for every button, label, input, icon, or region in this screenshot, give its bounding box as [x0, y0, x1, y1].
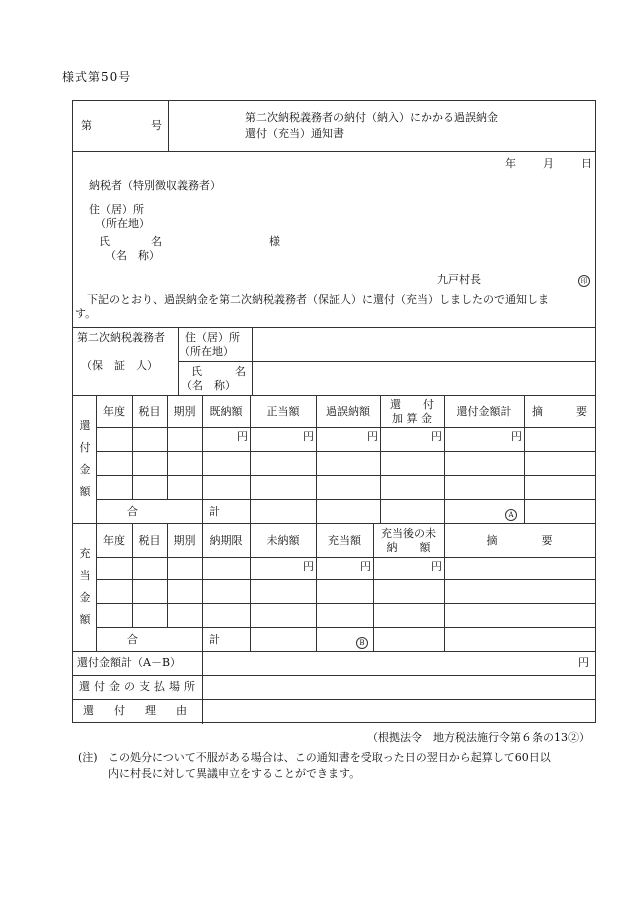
appropriation-total-label-2: 計: [209, 633, 220, 646]
appropriation-section-label: [78, 543, 92, 631]
payment-place-label: [79, 680, 195, 694]
number-label-2: 号: [151, 119, 162, 132]
appropriation-total-label-1: 合: [127, 633, 138, 646]
notice-text-line2: す。: [75, 307, 97, 320]
appropriation-unit-appropriated: 円: [360, 560, 371, 573]
payment-place-char-8: 所: [184, 680, 195, 693]
appropriation-char-2: 当: [79, 569, 91, 582]
appropriation-header-remain-2: 納 額: [386, 541, 431, 554]
appropriation-header-appropriated: 充当額: [328, 534, 361, 547]
note-prefix: (注): [78, 751, 98, 764]
location-label: （所在地）: [95, 217, 150, 230]
appropriation-char-4: 額: [79, 613, 91, 626]
appropriation-header-year: 年度: [103, 534, 125, 547]
refund-header-proper: 正当額: [266, 405, 300, 418]
refund-char-4: 額: [79, 485, 91, 498]
title-line2: 還付（充当）通知書: [245, 127, 344, 140]
refund-header-interest-1: 還 付: [390, 398, 434, 411]
refund-reason-char-1: 還: [83, 704, 94, 717]
refund-reason-char-3: 理: [145, 704, 156, 717]
appropriation-header-remain-1: 充当後の未: [381, 527, 436, 540]
guarantor-label-2: （保 証 人）: [81, 359, 158, 372]
appropriation-header-tax-item: 税目: [138, 534, 161, 547]
refund-unit-total: 円: [511, 430, 522, 443]
payment-place-char-5: 支: [139, 680, 150, 693]
legal-basis: （根拠法令 地方税法施行令第６条の13②）: [367, 731, 590, 744]
taxpayer-label: 納税者（特別徴収義務者）: [89, 179, 221, 192]
appropriation-header-due-date: 納期限: [209, 534, 243, 547]
notice-text-line1: 下記のとおり、過誤納金を第二次納税義務者（保証人）に還付（充当）しましたので通知しま: [87, 293, 549, 306]
refund-reason-char-2: 付: [114, 704, 125, 717]
refund-total-label-1: 合: [127, 505, 138, 518]
refund-header-year: 年度: [103, 405, 125, 418]
payment-place-char-4: の: [124, 680, 135, 693]
issuer-name: 九戸村長: [437, 273, 481, 286]
name-label-1: 氏: [99, 235, 110, 248]
refund-total-net-label: 還付金額計（A－B）: [77, 656, 182, 669]
date-year: 年: [505, 157, 516, 170]
appropriation-header-unpaid: 未納額: [266, 534, 300, 547]
mark-a-cell: [505, 507, 517, 521]
number-label-1: 第: [81, 119, 92, 132]
appropriation-header-period: 期別: [173, 534, 196, 547]
appropriation-unit-unpaid: 円: [303, 560, 314, 573]
guarantor-name-label-1: 氏: [191, 365, 202, 378]
refund-header-tax-item: 税目: [138, 405, 161, 418]
appropriation-unit-remain: 円: [431, 560, 442, 573]
refund-unit-interest: 円: [431, 430, 442, 443]
guarantor-title-name-label: （名 称）: [181, 379, 236, 392]
payment-place-char-6: 払: [154, 680, 165, 693]
payment-place-char-1: 還: [79, 680, 90, 693]
appropriation-char-1: 充: [79, 547, 91, 560]
appropriation-char-3: 金: [79, 591, 91, 604]
date-day: 日: [581, 157, 592, 170]
guarantor-address-label: 住（居）所: [185, 331, 240, 344]
refund-header-paid: 既納額: [209, 405, 243, 418]
refund-total-net-unit: 円: [578, 656, 589, 669]
guarantor-name-label-2: 名: [235, 365, 246, 378]
note-line1: この処分について不服がある場合は、この通知書を受取った日の翌日から起算して60日以: [108, 751, 551, 764]
name-label-2: 名: [151, 235, 162, 248]
issuer-seal: [578, 273, 590, 287]
refund-unit-paid: 円: [237, 430, 248, 443]
payment-place-char-2: 付: [94, 680, 105, 693]
title-line1: 第二次納税義務者の納付（納入）にかかる過誤納金: [245, 111, 498, 124]
form-id: 様式第50号: [62, 70, 132, 84]
refund-header-period: 期別: [173, 405, 196, 418]
address-label: 住（居）所: [89, 203, 144, 216]
mark-b-cell: [356, 635, 368, 649]
refund-header-total: 還付金額計: [456, 405, 512, 418]
title-name-label: （名 称）: [105, 249, 160, 262]
refund-unit-overpaid: 円: [367, 430, 378, 443]
refund-header-remarks: 摘 要: [532, 405, 587, 418]
refund-char-1: 還: [79, 419, 91, 432]
refund-unit-proper: 円: [303, 430, 314, 443]
refund-total-label-2: 計: [209, 505, 220, 518]
guarantor-location-label: （所在地）: [179, 345, 234, 358]
honorific: 様: [269, 235, 280, 248]
refund-header-interest-2: 加 算 金: [392, 412, 432, 425]
refund-reason-char-4: 由: [176, 704, 187, 717]
mark-b: B: [356, 637, 368, 649]
payment-place-char-7: 場: [169, 680, 180, 693]
appropriation-header-remarks: 摘 要: [486, 534, 553, 547]
refund-section-label: [78, 415, 92, 503]
payment-place-char-3: 金: [109, 680, 120, 693]
refund-char-3: 金: [79, 463, 91, 476]
refund-char-2: 付: [79, 441, 91, 454]
mark-a: A: [505, 509, 517, 521]
date-month: 月: [543, 157, 554, 170]
refund-header-overpaid: 過誤納額: [326, 405, 370, 418]
guarantor-label-1: 第二次納税義務者: [77, 331, 165, 344]
notice-form: [72, 100, 596, 723]
refund-reason-label: [83, 704, 187, 718]
seal-mark: 印: [578, 275, 590, 287]
note-line2: 内に村長に対して異議申立をすることができます。: [108, 767, 361, 780]
